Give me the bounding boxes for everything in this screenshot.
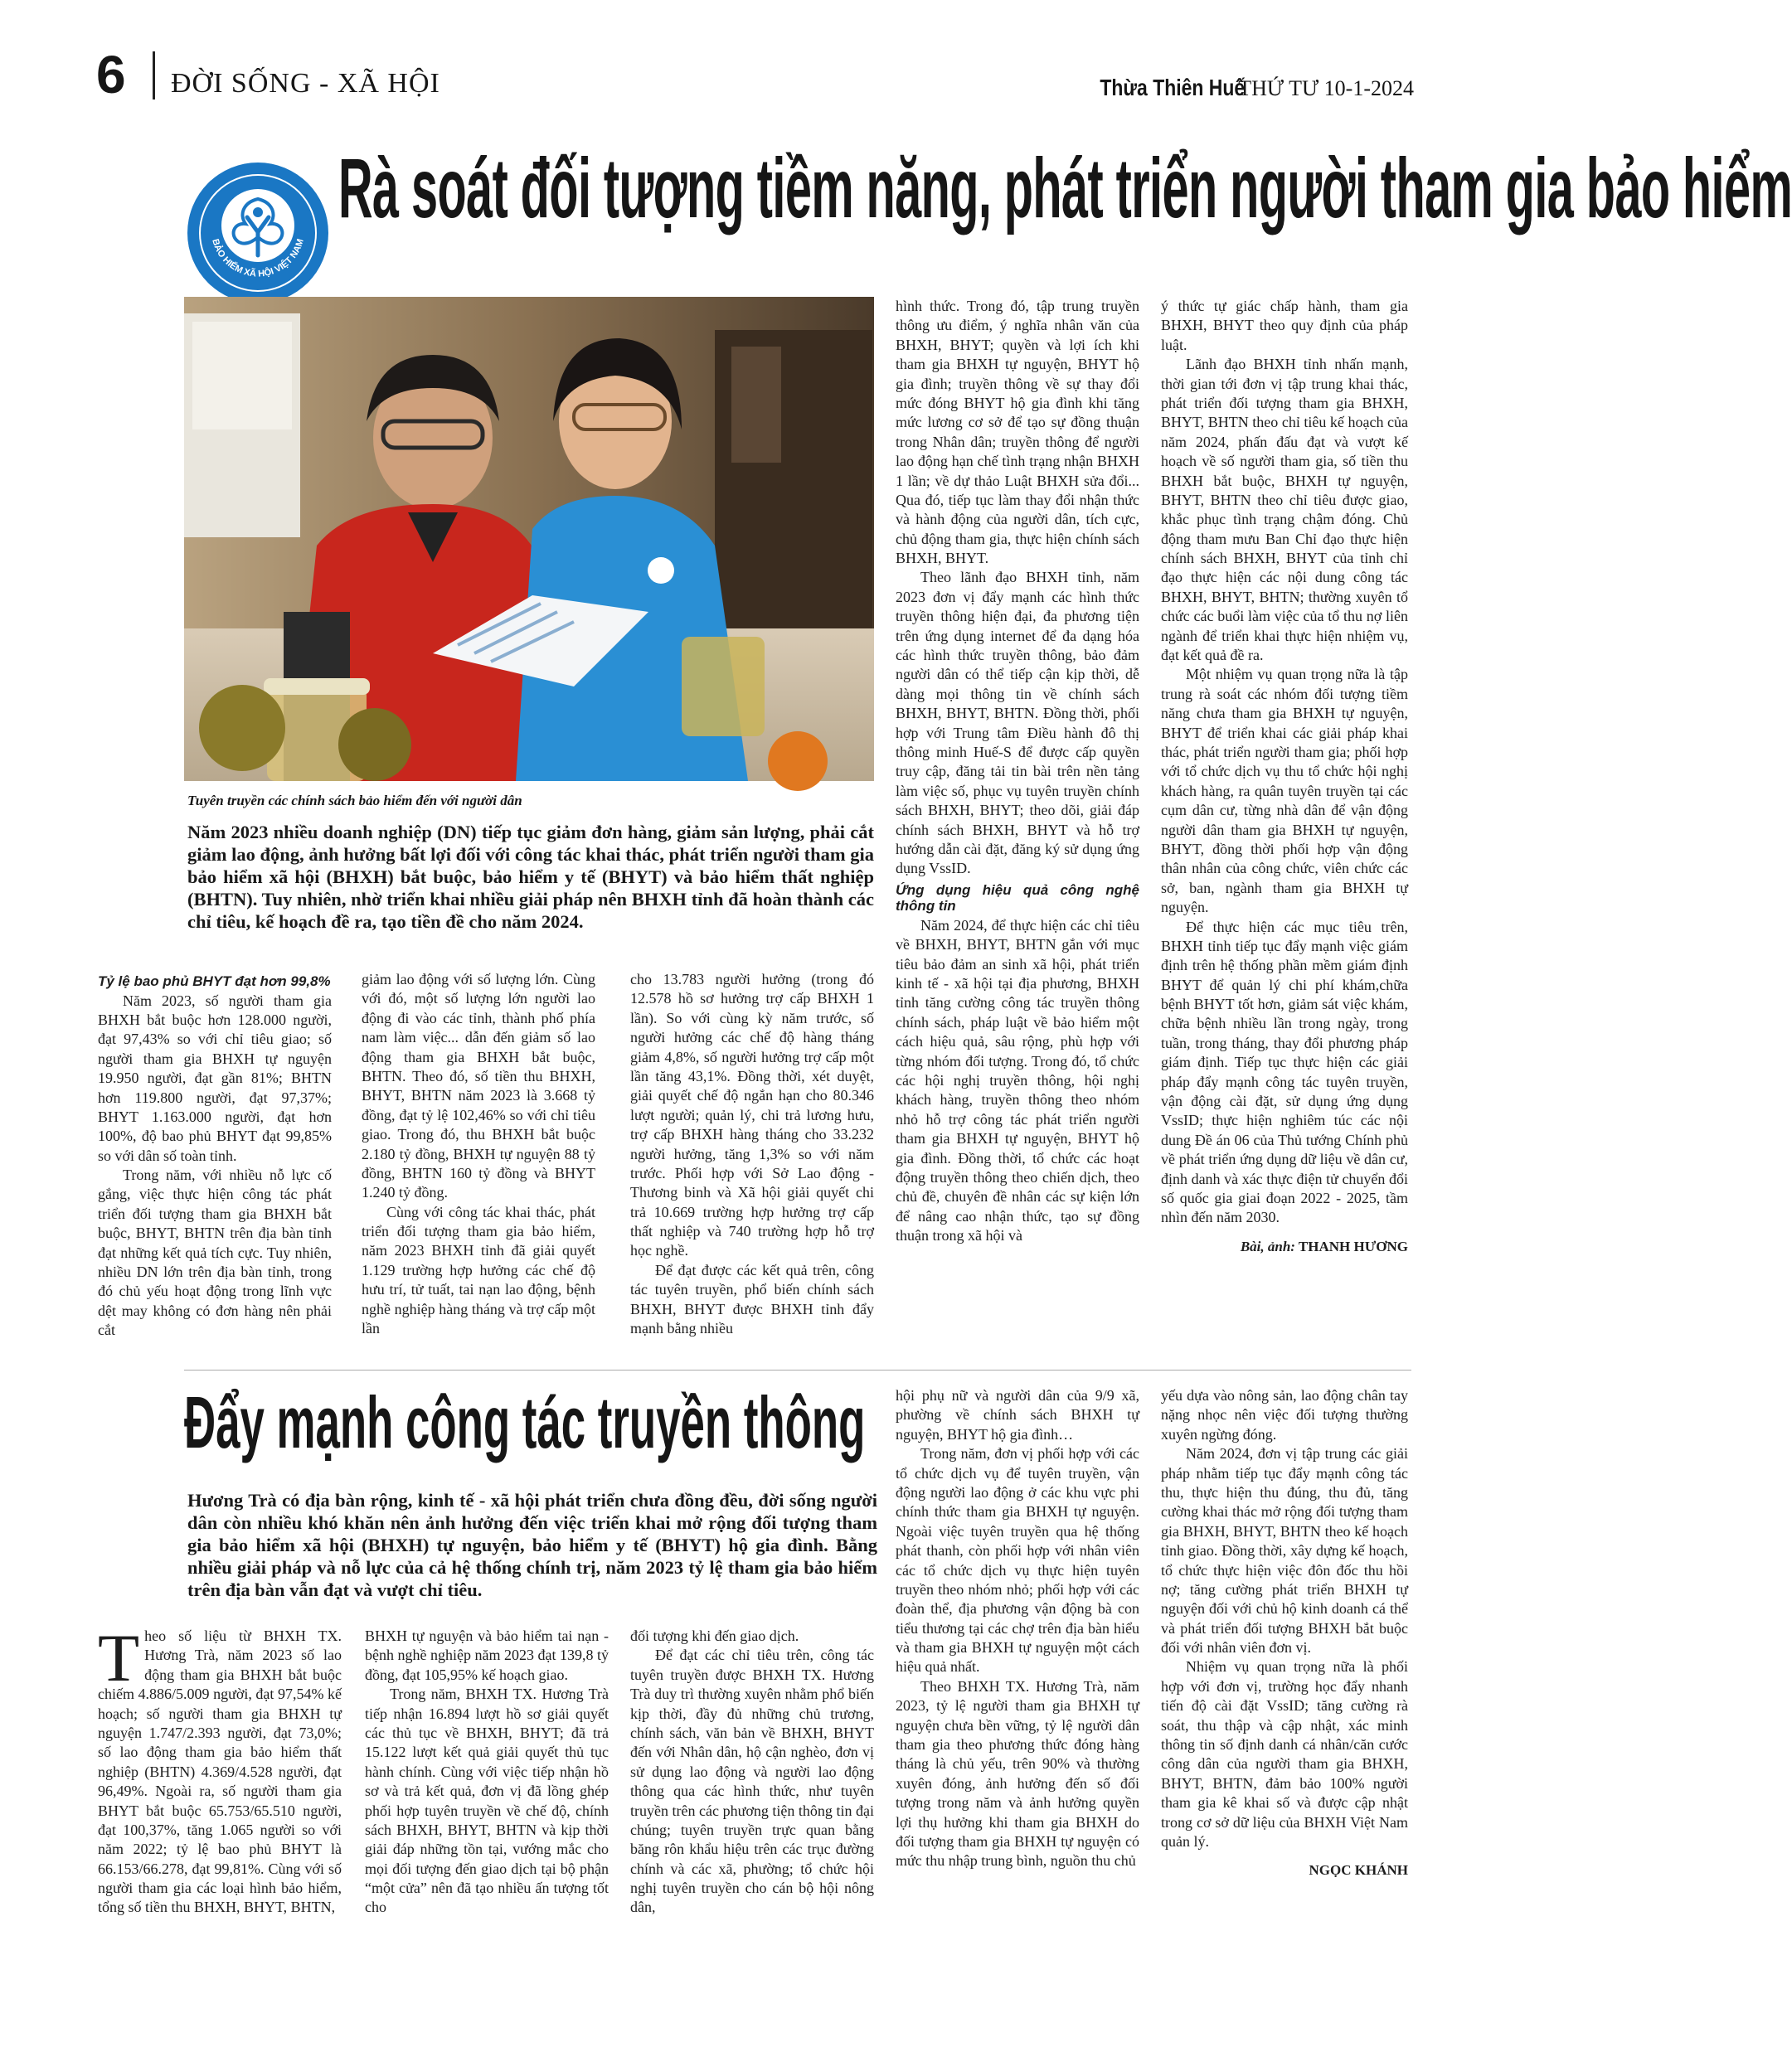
article2-lead: Hương Trà có địa bàn rộng, kinh tế - xã hội phát triển chưa đồng đều, đời sống người dân còn nhiều khó khăn nên ảnh hưởng đến việc triển khai mở rộng đối tượng tham gia bảo hiểm xã hội (BHXH) tự nguyện, bảo hiểm y tế (BHYT) hộ gia đình. Bằng nhiều giải pháp và nỗ lực của cả hệ thống chính trị, năm 2023 tỷ lệ tham gia bảo hiểm trên địa bàn vẫn đạt và vượt chỉ tiêu. bbox=[187, 1490, 877, 1600]
paragraph: Trong năm, BHXH TX. Hương Trà tiếp nhận 16.894 lượt hồ sơ giải quyết các thủ tục về BHXH, BHYT; đã trả 15.122 lượt kết quả giải quyết thủ tục hành chính. Cùng với việc tiếp nhận hồ sơ và trả kết quả, đơn vị đã lồng ghép phối hợp tuyên truyền về chế độ, chính sách BHXH, BHYT, BHTN và kịp thời giải đáp những tồn tại, vướng mắc cho mọi đối tượng đến giao dịch tại bộ phận “một cửa” nên đã tạo nhiều ấn tượng tốt cho bbox=[365, 1686, 609, 1916]
paragraph: ý thức tự giác chấp hành, tham gia BHXH, BHYT theo quy định của pháp luật. bbox=[1161, 298, 1408, 353]
section-title: ĐỜI SỐNG - XÃ HỘI bbox=[171, 68, 440, 99]
article1-column-3 bbox=[630, 970, 874, 1338]
article1-photo bbox=[184, 297, 874, 781]
paragraph: hội phụ nữ và người dân của 9/9 xã, phường về chính sách BHXH tự nguyện, BHYT hộ gia đình… bbox=[896, 1387, 1139, 1443]
paragraph: Theo lãnh đạo BHXH tỉnh, năm 2023 đơn vị đẩy mạnh các hình thức truyền thông hiện đại, đa phương tiện trên ứng dụng internet để đa dạng hóa các hình thức truyền thông, bảo đảm người dân có thể tiếp cận kịp thời, dễ dàng mọi thông tin về chính sách BHXH, BHYT, BHTN. Đồng thời, phối hợp với Trung tâm Điều hành đô thị thông minh Huế-S để được cấp quyền truy cập, đăng tải tin bài trên nền tảng làm việc số, phục vụ tuyên truyền chính sách BHXH, BHYT; theo dõi, giải đáp chính sách BHXH, BHYT và hỗ trợ hướng dẫn cài đặt, đăng ký sử dụng ứng dụng VssID. bbox=[896, 569, 1139, 877]
article2-column-3 bbox=[630, 1627, 874, 1918]
paper-name: Thừa Thiên Huế bbox=[1100, 75, 1246, 100]
article2-headline: Đẩy mạnh công tác truyền thông bbox=[184, 1381, 866, 1463]
article2-column-1 bbox=[98, 1620, 342, 1918]
paragraph: Để thực hiện các mục tiêu trên, BHXH tỉnh tiếp tục đẩy mạnh việc giám định trên hệ thống phần mềm giám định BHYT để quản lý chi phí khám,chữa bệnh BHYT tốt hơn, giảm sát việc khám, chữa bệnh nhiều lần trong ngày, trong tuần, trong tháng, thay đổi phương pháp giám định. Tiếp tục thực hiện các giải pháp đẩy mạnh công tác tuyên truyền, vận động cài đặt, sử dụng ứng dụng VssID; thực hiện nghiêm túc các nội dung Đề án 06 của Thủ tướng Chính phủ về phát triển ứng dụng dữ liệu về dân cư, định danh và xác thực điện tử chuyển đổi số quốc gia giai đoạn 2022 - 2025, tầm nhìn đến năm 2030. bbox=[1161, 918, 1408, 1226]
paragraph: BHXH tự nguyện và bảo hiểm tai nạn - bệnh nghề nghiệp năm 2023 đạt 139,8 tỷ đồng, đạt 105,95% kế hoạch giao. bbox=[365, 1628, 609, 1683]
paragraph: hình thức. Trong đó, tập trung truyền thông ưu điểm, ý nghĩa nhân văn của BHXH, BHYT; quyền và lợi ích khi tham gia BHXH tự nguyện, BHYT hộ gia đình; truyền thông về sự thay đổi mức đóng BHYT hộ gia đình khi tăng mức lương cơ sở để tạo sự đồng thuận trong Nhân dân; truyền thông để người lao động hạn chế tình trạng nhận BHXH 1 lần; về dự thảo Luật BHXH sửa đổi... Qua đó, tiếp tục làm thay đổi nhận thức và hành động của người dân, tích cực, chủ động tham gia, thực hiện chính sách BHXH, BHYT. bbox=[896, 298, 1139, 567]
paragraph: Lãnh đạo BHXH tỉnh nhấn mạnh, thời gian tới đơn vị tập trung khai thác, phát triển đối tượng tham gia BHXH, BHYT, BHTN theo chỉ tiêu kế hoạch của năm 2024, phấn đấu đạt và vượt kế hoạch về số người tham gia, số tiền thu BHXH bắt buộc, BHXH tự nguyện, BHYT, BHTN theo chỉ tiêu được giao, khắc phục tình trạng chậm đóng. Chủ động tham mưu Ban Chỉ đạo thực hiện chính sách BHXH, BHYT của tỉnh chỉ đạo thực hiện các nội dung công tác BHXH, BHYT, BHTN; thường xuyên tổ chức các buổi làm việc của tổ thu nợ liên ngành để triển khai thực hiện nhiệm vụ, đạt kết quả đề ra. bbox=[1161, 356, 1408, 664]
paragraph bbox=[98, 1620, 342, 1918]
article2-byline: NGỌC KHÁNH bbox=[1309, 1862, 1408, 1879]
article1-byline bbox=[1161, 1240, 1408, 1254]
article1-headline: Rà soát đối tượng tiềm năng, phát triển người tham gia bảo hiểm bbox=[338, 141, 1792, 235]
header-divider bbox=[153, 51, 155, 99]
article1-subhead-1: Tỷ lệ bao phủ BHYT đạt hơn 99,8% bbox=[98, 973, 331, 989]
paragraph-text: heo số liệu từ BHXH TX. Hương Trà, năm 2023 số lao động tham gia BHXH bắt buộc chiếm 4.886/5.009 người, đạt 97,54% kế hoạch; số người tham gia BHXH tự nguyện 1.747/2.393 người, đạt 73,0%; số lao động tham gia bảo hiểm thất nghiệp (BHTN) 4.369/4.528 người, đạt 96,49%. Ngoài ra, số người tham gia BHYT bắt buộc 65.753/65.510 người, đạt 100,37%, tăng 1.065 người so với năm 2022; tỷ lệ bao phủ BHYT là 66.153/66.278, đạt 99,81%. Cùng với số người tham gia các loại hình bảo hiểm, tổng số tiền thu BHXH, BHYT, BHTN, bbox=[98, 1628, 342, 1916]
paragraph: Năm 2024, đơn vị tập trung các giải pháp nhằm tiếp tục đẩy mạnh công tác thu, thực hiện thu đúng, thu đủ, tăng cường khai thác mở rộng đối tượng tham gia BHXH, BHYT, BHTN theo kế hoạch tỉnh giao. Đồng thời, xây dựng kế hoạch, tổ chức thực hiện việc đôn đốc thu hồi nợ; tăng cường phát triển BHXH tự nguyện đối với chủ hộ kinh doanh cá thể và phát triển đối tượng BHXH bắt buộc đối với nhân viên đơn vị. bbox=[1161, 1445, 1408, 1657]
bhxh-logo-icon bbox=[187, 163, 328, 303]
page-number: 6 bbox=[96, 45, 126, 104]
paragraph: Năm 2023, số người tham gia BHXH bắt buộc hơn 128.000 người, đạt 97,43% so với chỉ tiêu giao; số người tham gia BHXH tự nguyện 19.950 người, đạt gần 81%; BHTN hơn 119.800 người, đạt 97,37%; BHYT 1.163.000 người, đạt hơn 100%, độ bao phủ BHYT đạt 99,85% so với dân số toàn tỉnh. bbox=[98, 992, 332, 1164]
paragraph: giảm lao động với số lượng lớn. Cùng với đó, một số lượng lớn người lao động đi vào các tỉnh, thành phố phía nam làm việc... dẫn đến giảm số lao động tham gia BHXH bắt buộc, BHTN. Theo đó, số tiền thu BHXH, BHYT, BHTN năm 2023 là 3.668 tỷ đồng, đạt tỷ lệ 102,46% so với chỉ tiêu giao. Trong đó, thu BHXH bắt buộc 2.180 tỷ đồng, BHXH tự nguyện 88 tỷ đồng, BHTN 160 tỷ đồng và BHYT 1.240 tỷ đồng. bbox=[362, 971, 595, 1201]
photo-caption: Tuyên truyền các chính sách bảo hiểm đến với người dân bbox=[187, 793, 522, 808]
paragraph: Trong năm, đơn vị phối hợp với các tổ chức dịch vụ để tuyên truyền, vận động người lao động ở các khu vực phi chính thức tham gia BHXH tự nguyện. Ngoài việc tuyên truyền qua hệ thống phát thanh, còn phối hợp với nhân viên các tổ chức dịch vụ thực hiện tuyên truyền theo nhóm nhỏ; phối hợp với các đoàn thể, địa phương vận động bà con tiểu thương tại các chợ trên địa bàn hiểu và tham gia BHXH tự nguyện một cách hiệu quả nhất. bbox=[896, 1445, 1139, 1676]
article1-lead: Năm 2023 nhiều doanh nghiệp (DN) tiếp tục giảm đơn hàng, giảm sản lượng, phải cắt giảm lao động, ảnh hưởng bất lợi đối với công tác khai thác, phát triển người tham gia bảo hiểm xã hội (BHXH) bắt buộc, bảo hiểm y tế (BHYT) và bảo hiểm thất nghiệp (BHTN). Tuy nhiên, nhờ triển khai nhiều giải pháp nên BHXH tỉnh đã hoàn thành các chỉ tiêu, kế hoạch đề ra, tạo tiền đề cho năm 2024. bbox=[187, 822, 874, 932]
logo-graphic bbox=[187, 163, 328, 303]
byline-prefix: Bài, ảnh: bbox=[1240, 1238, 1295, 1254]
issue-date: THỨ TƯ 10-1-2024 bbox=[1238, 76, 1414, 100]
paragraph: Để đạt được các kết quả trên, công tác tuyên truyền, phổ biến chính sách BHXH, BHYT được BHXH tỉnh đẩy mạnh bằng nhiều bbox=[630, 1261, 874, 1337]
dropcap: T bbox=[98, 1620, 140, 1696]
paragraph: cho 13.783 người hưởng (trong đó 12.578 hồ sơ hưởng trợ cấp BHXH 1 lần). So với cùng kỳ năm trước, số người hưởng các chế độ hàng tháng giảm 4,8%, số người hưởng trợ cấp một lần tăng 43,1%. Đồng thời, xét duyệt, giải quyết chế độ ngắn hạn cho 80.346 lượt người; quản lý, chi trả lương hưu, trợ cấp BHXH hàng tháng cho 33.232 người hưởng, tăng 1,3% so với năm trước. Phối hợp với Sở Lao động - Thương binh và Xã hội giải quyết chi trả 10.669 trường hợp hưởng trợ cấp thất nghiệp và 740 trường hợp hỗ trợ học nghề. bbox=[630, 971, 874, 1259]
paragraph: Năm 2024, để thực hiện các chỉ tiêu về BHXH, BHYT, BHTN gắn với mục tiêu bảo đảm an sinh xã hội, phát triển kinh tế - xã hội tại địa phương, BHXH tỉnh tăng cường công tác truyền thông chính sách, pháp luật về bảo hiểm một cách hiệu quả, sâu rộng, phù hợp với từng nhóm đối tượng. Trong đó, tổ chức các hội nghị truyền thông, hội nghị khách hàng, truyền thông theo nhóm nhỏ hỗ trợ công tác phát triển người tham gia BHXH tự nguyện, BHYT hộ gia đình. Đồng thời, tổ chức các hoạt động truyền thông theo chiến dịch, theo chủ đề, chuyên đề nhân các sự kiện lớn để nâng cao nhận thức, tạo sự đồng thuận trong xã hội và bbox=[896, 916, 1139, 1244]
article-divider bbox=[184, 1370, 1411, 1371]
masthead bbox=[1068, 76, 1414, 99]
article1-column-1 bbox=[98, 970, 332, 1341]
article2-column-2 bbox=[365, 1627, 609, 1918]
paragraph: yếu dựa vào nông sản, lao động chân tay nặng nhọc nên việc đối tượng thường xuyên ngừng đóng. bbox=[1161, 1387, 1408, 1443]
article1-column-5 bbox=[1161, 297, 1408, 1254]
article2-column-5 bbox=[1161, 1386, 1408, 1877]
paragraph: đối tượng khi đến giao dịch. bbox=[630, 1628, 799, 1644]
article1-subhead-2: Ứng dụng hiệu quả công nghệ thông tin bbox=[896, 881, 1139, 914]
article1-column-4 bbox=[896, 297, 1139, 1245]
photo-illustration bbox=[184, 297, 874, 781]
article2-column-4 bbox=[896, 1386, 1139, 1871]
byline-name: THANH HƯƠNG bbox=[1298, 1238, 1408, 1254]
paragraph: Nhiệm vụ quan trọng nữa là phối hợp với đơn vị, trường học đẩy nhanh tiến độ cài đặt VssID; tăng cường rà soát, thu thập và cập nhật, xác minh thông tin số định danh cá nhân/căn cước công dân của người tham gia BHXH, BHYT, BHTN, đảm bảo 100% người tham gia kê khai số và được cập nhật trong cơ sở dữ liệu của BHXH Việt Nam quản lý. bbox=[1161, 1658, 1408, 1850]
paragraph: Một nhiệm vụ quan trọng nữa là tập trung rà soát các nhóm đối tượng tiềm năng chưa tham gia BHXH tự nguyện, BHYT để triển khai các giải pháp khai thác, phát triển người tham gia; phối hợp với tổ chức dịch vụ thu tổ chức hội nghị khách hàng, ra quân tuyên truyền tại các cụm dân cư, từng nhà dân để vận động người dân tham gia BHXH tự nguyện, BHYT, đồng thời phối hợp vận động thân nhân của công chức, viên chức các sở, ban, ngành tham gia BHXH tự nguyện. bbox=[1161, 666, 1408, 916]
paragraph: Trong năm, với nhiều nỗ lực cố gắng, việc thực hiện công tác phát triển đối tượng tham gia BHXH bắt buộc, BHYT, BHTN trên địa bàn tỉnh đạt những kết quả tích cực. Tuy nhiên, nhiều DN lớn trên địa bàn tỉnh, trong đó chủ yếu hoạt động trong lĩnh vực dệt may không có đơn hàng nên phải cắt bbox=[98, 1167, 332, 1339]
article1-column-2 bbox=[362, 970, 595, 1338]
logo-ring-text: BẢO HIỂM XÃ HỘI VIỆT NAM bbox=[210, 237, 306, 279]
paragraph: Theo BHXH TX. Hương Trà, năm 2023, tỷ lệ người tham gia BHXH tự nguyện chưa bền vững, tỷ lệ người dân tham gia theo phương thức đóng hàng tháng là chủ yếu, trên 90% và thường xuyên đóng, ảnh hưởng đến số đối tượng trong năm và ảnh hưởng quyền lợi thụ hưởng khi tham gia BHXH do đối tượng tham gia BHXH tự nguyện có mức thu nhập trung bình, nguồn thu chủ bbox=[896, 1677, 1139, 1870]
paragraph: Cùng với công tác khai thác, phát triển đối tượng tham gia bảo hiểm, năm 2023 BHXH tỉnh đã giải quyết 1.129 trường hợp hưởng các chế độ hưu trí, tử tuất, tai nạn lao động, bệnh nghề nghiệp hàng tháng và trợ cấp một lần bbox=[362, 1203, 595, 1337]
paragraph: Để đạt các chỉ tiêu trên, công tác tuyên truyền được BHXH TX. Hương Trà duy trì thường xuyên nhằm phổ biến kịp thời, đầy đủ những chủ trương, chính sách, văn bản về BHXH, BHYT đến với Nhân dân, hộ cận nghèo, đơn vị sử dụng lao động và người lao động thông qua các hình thức, như tuyên truyền trên các phương tiện thông tin đại chúng; tuyên truyền trực quan bằng băng rôn khẩu hiệu trên các trục đường chính và các xã, phường; tổ chức hội nghị tuyên truyền cho cán bộ hội nông dân, bbox=[630, 1647, 874, 1916]
